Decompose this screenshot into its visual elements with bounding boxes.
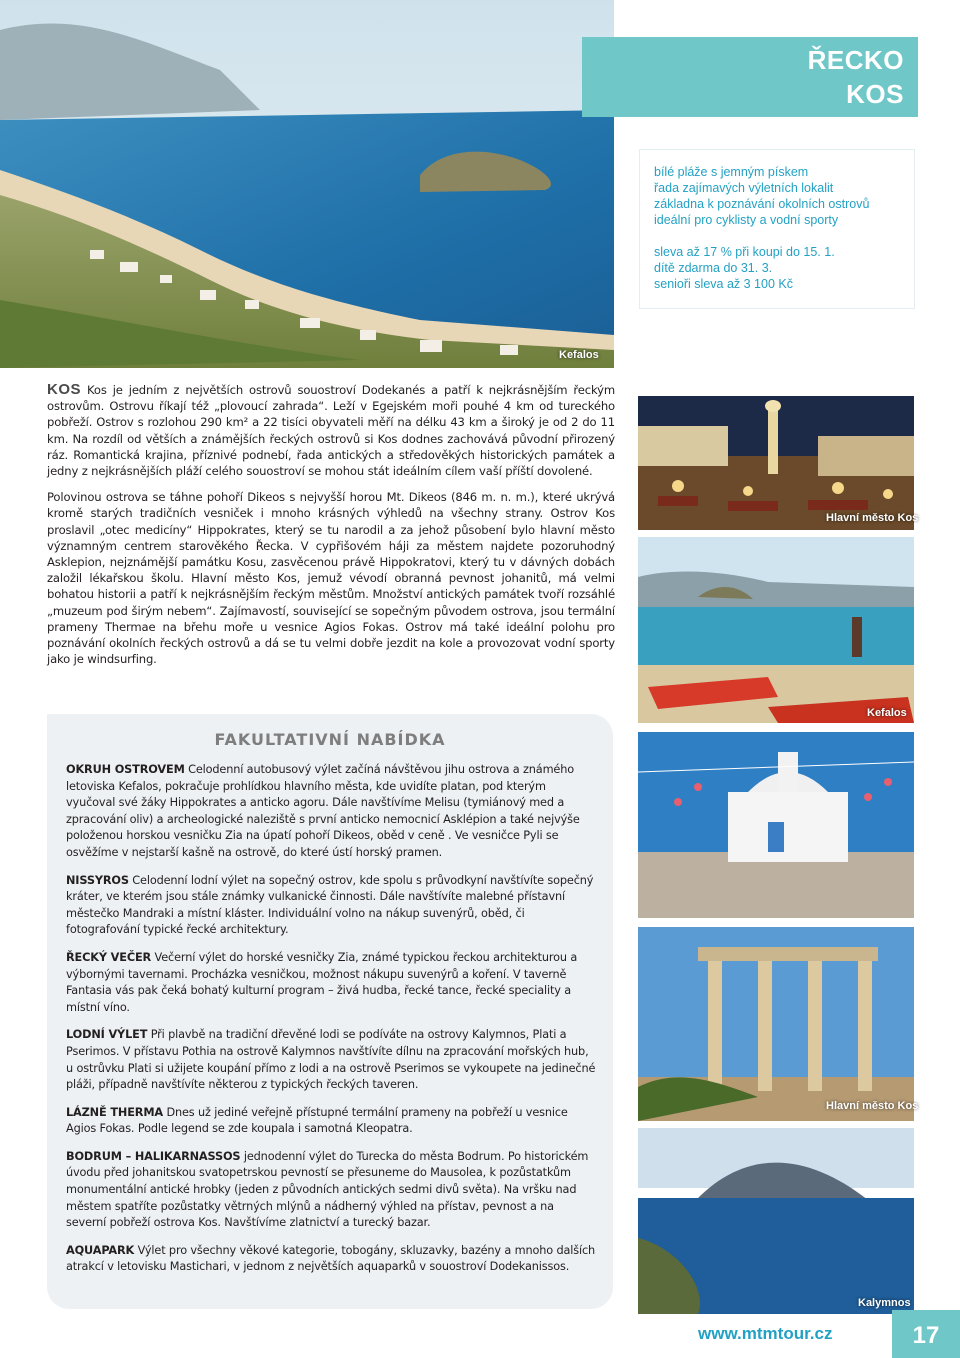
title-box [582, 37, 918, 117]
photo4-caption: Kalymnos [858, 1297, 911, 1309]
photo-ancient-columns [638, 927, 914, 1121]
trip-text: Dnes už jediné veřejně přístupné termální prameny na pobřeží u vesnice Agios Fokas. Podle legend se zde koupala i samotná Kleopatra. [66, 1105, 568, 1136]
country-title: ŘECKO [807, 45, 904, 75]
trip-name: BODRUM – HALIKARNASSOS [66, 1149, 241, 1163]
intro-paragraph-2: Polovinou ostrova se táhne pohoří Dikeos s nejvyšší horou Mt. Dikeos (846 m. n. m.), které ukrývá kromě starých tradičních vesniček i mnoho krásných výhledů na všechny strany. Ostrov Kos proslavil „otec medicíny“ Hippokrates, který se tu narodil a za jehož působení bylo hlavní město významným centrem starověkého Řecka. V cypřišovém háji za městem najdete pozoruhodný Asklepion, nejznámější památku Kosu, zasvěcenou právě Hippokratovi, který tu v dávných dobách založil lékařskou školu. Hlavní město Kos, jemuž vévodí obranná pevnost johanitů, má velmi bohatou historii a patří k nejkrásnějším řeckým městům. Množství antických památek tvoří rozsáhlé „muzeum pod širým nebem“. Zajímavostí, související se sopečným původem ostrova, jsou termální prameny Thermae na břehu moře u vesnice Agios Fokas. Ostrov má také ideální polohu pro poznávání okolních řeckých ostrovů a dá se tu velmi dobře jezdit na kole a provozovat vodní sporty jako je windsurfing. [47, 490, 615, 667]
photo-white-chapel [638, 732, 914, 918]
intro-paragraph-1 [47, 382, 615, 479]
trip-text: Výlet pro všechny věkové kategorie, tobogány, skluzavky, bazény a mnoho dalších atrakcí v letovisku Mastichari, v jednom z největších aquaparků v souostroví Dodekanissos. [66, 1243, 596, 1274]
optional-trips-heading: FAKULTATIVNÍ NABÍDKA [214, 730, 446, 749]
discount-item: sleva až 17 % při koupi do 15. 1. [654, 245, 835, 259]
photo1-caption: Hlavní město Kos [826, 512, 919, 524]
trip-item [66, 1149, 596, 1232]
trip-item [66, 1105, 596, 1138]
highlight-item: ideální pro cyklisty a vodní sporty [654, 213, 839, 227]
discounts-list [654, 244, 835, 292]
island-title: KOS [846, 79, 904, 109]
trip-name: ŘECKÝ VEČER [66, 950, 152, 964]
hero-caption: Kefalos [559, 349, 599, 361]
trip-text: Večerní výlet do horské vesničky Zia, známé typickou řeckou architekturou a výbornými tavernami. Procházka vesničkou, možnost nákupu suvenýrů a koření. V taverně Fantasia vás pak čeká bohatý kulturní program – živá hudba, řecké tance, řecké speciality a místní víno. [66, 950, 578, 1014]
hero-photo [0, 0, 614, 368]
highlight-item: základna k poznávání okolních ostrovů [654, 197, 870, 211]
intro-p1-text: Kos je jedním z největších ostrovů souostroví Dodekanés a patří k nejkrásnějším řeckým ostrovům. Ostrovu říkají též „plovoucí zahrada“. Leží v Egejském moři pouhé 4 km od tureckého pobřeží. Ostrov s rozlohou 290 km² a 22 tisíci obyvateli měří na délku 43 km a široký je od 2 do 11 km. Na rozdíl od větších a známějších řeckých ostrovů si Kos dodnes zachovává původní přirozený ráz. Romantická krajina, příznivé podnebí, řada antických a středověkých historických památek a jedny z nejkrásnějších pláží celého souostroví se mohou stát ideálním cílem vaší příští dovolené. [47, 383, 615, 479]
trip-text: Celodenní lodní výlet na sopečný ostrov, kde spolu s průvodkyní navštívíte sopečný kráter, ve kterém jsou stále známky vulkanické činnosti. Dále navštívíte malebné přístavní městečko Mandraki a místní kláster. Individuální volno na nákup suvenýrů, oběd, či fotografování typické řecké architektury. [66, 873, 594, 937]
optional-trips-box [47, 714, 613, 1309]
trip-name: AQUAPARK [66, 1243, 135, 1257]
trip-name: LODNÍ VÝLET [66, 1028, 148, 1042]
trip-name: LÁZNĚ THERMA [66, 1105, 163, 1119]
photo2-caption: Kefalos [867, 707, 907, 719]
highlight-item: bílé pláže s jemným pískem [654, 165, 809, 179]
intro-text [47, 382, 615, 677]
highlight-item: řada zajímavých výletních lokalit [654, 181, 834, 195]
discount-item: dítě zdarma do 31. 3. [654, 261, 773, 275]
trip-text: Celodenní autobusový výlet začíná návštěvou jihu ostrova a známého letoviska Kefalos, pokračuje prohlídkou hlavního města, kde uvidíte platan, pod kterým vyučoval své žáky Hippokrates a anticko agoru. Dále navštívíme Melisu (tymiánový med a zpracování oliv) a archeologické naleziště s první anticko nemocnicí Asklépion a také nejvýše položenou horskou vesničku Zia na úpatí pohoří Dikeos, oběd v ceně . Ve vesničce Pyli se osvěžíme v nejstarší kašně na ostrově, do které ústí horský pramen. [66, 763, 580, 859]
discount-item: senioři sleva až 3 100 Kč [654, 277, 793, 291]
trip-item [66, 762, 596, 862]
trip-item [66, 1243, 596, 1276]
photo3-caption: Hlavní město Kos [826, 1100, 919, 1112]
photo-kefalos-beach [638, 537, 914, 723]
photo-kalymnos [638, 1128, 914, 1314]
trip-item [66, 950, 596, 1016]
highlights-list [654, 164, 869, 228]
website-link[interactable]: www.mtmtour.cz [698, 1324, 833, 1343]
photo-kos-town-night [638, 396, 914, 530]
trip-text: Při plavbě na tradiční dřevěné lodi se podíváte na ostrovy Kalymnos, Plati a Pserimos. V přístavu Pothia na ostrově Kalymnos navštívíte dílnu na zpracování mořských hub, u ostrůvku Plati si užijete koupání přímo z lodi a na ostrově Pserimos se vykoupete na jedinečné pláži, případně navštívíte některou z typických řeckých taveren. [66, 1028, 596, 1092]
page-number: 17 [892, 1310, 960, 1358]
trip-item [66, 873, 596, 939]
intro-lead: KOS [47, 381, 82, 398]
highlights-box [640, 150, 914, 308]
trip-text: jednodenní výlet do Turecka do města Bodrum. Po historickém úvodu před johanitskou svatopetrskou pevností se přesuneme do Mausolea, k pozůstatkům monumentální antické hrobky (jeden z původních antických sedmi divů světa). Na vršku nad městem spatříte pozůstatky větrných mlýnů a nádherný výhled na přístav, pevnost a na severní pobřeží ostrova Kos. Navštívíme zlatnictví a turecký bazar. [66, 1149, 589, 1230]
trip-name: OKRUH OSTROVEM [66, 763, 185, 776]
optional-trips-list [66, 762, 596, 1287]
trip-item [66, 1027, 596, 1093]
trip-name: NISSYROS [66, 873, 129, 887]
